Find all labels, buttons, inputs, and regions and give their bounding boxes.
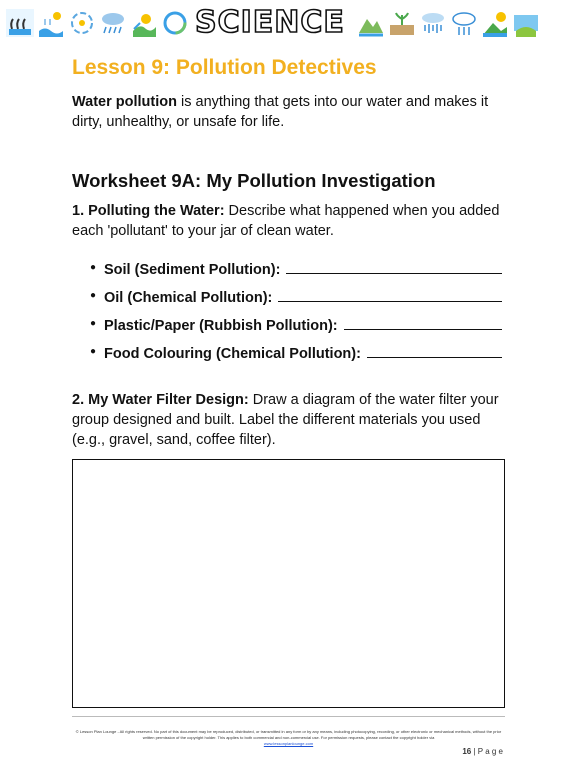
answer-line[interactable]: [367, 357, 502, 358]
cloud-arrows-icon: [450, 9, 478, 37]
list-item: [90, 306, 502, 334]
pollutant-label: Plastic/Paper (Rubbish Pollution):: [104, 318, 338, 334]
question-1-text: Describe what happened when you added each 'pollutant' to your jar of clean water.: [72, 203, 500, 239]
banner-left-icons: [0, 9, 189, 37]
question-1-label: 1. Polluting the Water:: [72, 203, 225, 219]
diagram-drawing-box[interactable]: [72, 459, 505, 708]
list-item: [90, 278, 502, 306]
rain-cloud-icon: [99, 9, 127, 37]
list-item: [90, 334, 502, 362]
pollutant-label: Food Colouring (Chemical Pollution):: [104, 346, 361, 362]
page-number-value: 16: [462, 747, 472, 756]
copyright-text: © Lesson Plan Lounge - All rights reserved. No part of this document may be reproduced, distributed, or transmitted in any form or by any means, including photocopying, recording, or other electronic or mechanical methods, without the prior written permission of the copyright holder. This applies to both commercial and non-commercial use. For permission requests, please contact the copyright holder via: [75, 729, 502, 740]
pollutant-label: Oil (Chemical Pollution):: [104, 290, 273, 306]
bullet-icon: ●: [90, 346, 97, 357]
bullet-icon: ●: [90, 262, 97, 273]
question-2: [72, 390, 512, 450]
rain-cloud-drops-icon: [419, 9, 447, 37]
water-cycle-arrows-icon: [68, 9, 96, 37]
lesson-title: Lesson 9: Pollution Detectives: [72, 56, 377, 79]
bullet-icon: ●: [90, 290, 97, 301]
banner-right-icons: [351, 9, 540, 37]
list-item: [90, 250, 502, 278]
bullet-icon: ●: [90, 318, 97, 329]
website-link[interactable]: www.lessonplanlounge.com: [263, 741, 314, 746]
sun-landscape-icon: [481, 9, 509, 37]
plant-roots-icon: [388, 9, 416, 37]
question-2-label: 2. My Water Filter Design:: [72, 392, 249, 408]
intro-bold-term: Water pollution: [72, 94, 177, 110]
waterfall-icon: [512, 9, 540, 37]
science-banner: [0, 0, 575, 46]
intro-text: is anything that gets into our water and makes it dirty, unhealthy, or unsafe for life.: [72, 94, 489, 130]
sun-evaporation-icon: [37, 9, 65, 37]
page-label: | P a g e: [473, 747, 503, 756]
pollutant-list: [90, 250, 502, 362]
watering-can-icon: [130, 9, 158, 37]
page-number: [462, 747, 503, 756]
answer-line[interactable]: [344, 329, 502, 330]
water-vapor-icon: [6, 9, 34, 37]
intro-paragraph: [72, 92, 512, 132]
footer-divider: [72, 716, 505, 717]
answer-line[interactable]: [286, 273, 502, 274]
answer-line[interactable]: [278, 301, 502, 302]
question-2-text: Draw a diagram of the water filter your group designed and built. Label the different materials you used (e.g., gravel, sand, coffee filter).: [72, 392, 499, 448]
question-1: [72, 201, 512, 241]
river-landscape-icon: [357, 9, 385, 37]
copyright-notice: [72, 729, 505, 747]
banner-title: SCIENCE: [195, 5, 345, 40]
worksheet-title: Worksheet 9A: My Pollution Investigation: [72, 170, 436, 191]
recycle-cycle-icon: [161, 9, 189, 37]
pollutant-label: Soil (Sediment Pollution):: [104, 262, 281, 278]
